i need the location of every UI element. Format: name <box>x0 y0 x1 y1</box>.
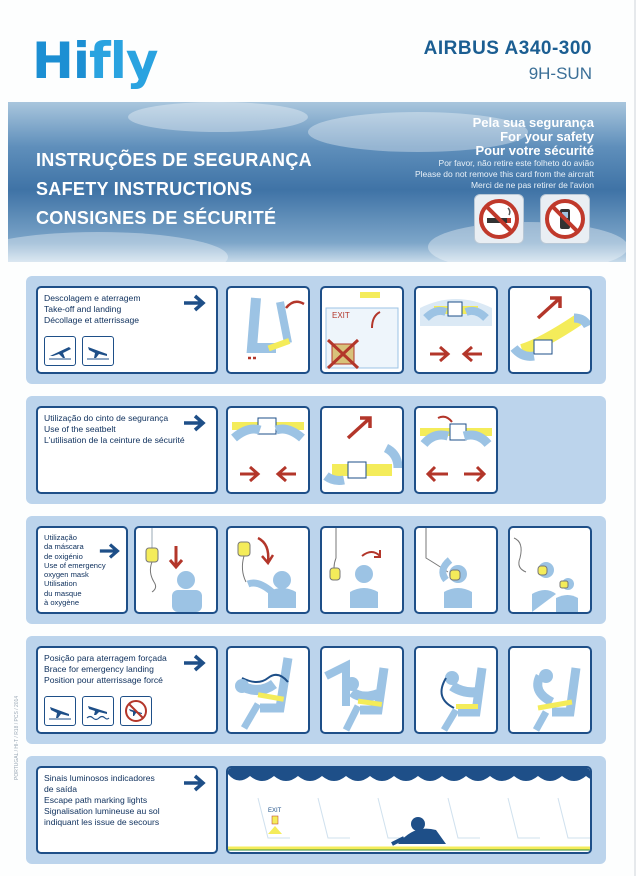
panel-brace-4 <box>508 646 592 734</box>
brace-line-en: Brace for emergency landing <box>44 664 154 674</box>
oxygen-line-5: oxygen mask <box>44 570 89 580</box>
notice-pt: Por favor, não retire este folheto do avião <box>438 158 594 168</box>
panel-mask-child <box>508 526 592 614</box>
section-takeoff-landing <box>26 276 606 384</box>
brace-line-pt: Posição para aterragem forçada <box>44 653 167 663</box>
aircraft-registration: 9H-SUN <box>528 64 592 83</box>
section-seatbelt <box>26 396 606 504</box>
section-oxygen-mask <box>26 516 606 624</box>
escape-line-1: Sinais luminosos indicadores <box>44 773 155 783</box>
notice-fr: Merci de ne pas retirer de l'avion <box>470 180 594 190</box>
panel-belt-open <box>320 406 404 494</box>
seatbelt-line-fr: L'utilisation de la ceinture de sécurité <box>44 435 185 445</box>
landing-on-land-icon <box>44 696 76 726</box>
prohibition-signs <box>474 194 590 244</box>
panel-belt-fasten <box>226 406 310 494</box>
oxygen-line-4: Use of emergency <box>44 560 106 570</box>
safety-fr: Pour votre sécurité <box>475 143 594 158</box>
brace-info <box>36 646 218 734</box>
arrow-right-icon <box>182 654 208 672</box>
landing-plane-icon <box>82 336 114 366</box>
seatbelt-info <box>36 406 218 494</box>
no-emergency-landing-icon <box>120 696 152 726</box>
safety-pt: Pela sua segurança <box>472 115 594 130</box>
no-smoking-icon <box>474 194 524 244</box>
panel-mask-drop <box>134 526 218 614</box>
title-fr: CONSIGNES DE SÉCURITÉ <box>36 208 277 228</box>
oxygen-line-2: da máscara <box>44 542 84 552</box>
panel-release-belt <box>508 286 592 374</box>
notice-en: Please do not remove this card from the aircraft <box>414 169 594 179</box>
panel-brace-1 <box>226 646 310 734</box>
arrow-right-icon <box>182 414 208 432</box>
panel-exit-clear <box>320 286 404 374</box>
escape-path-info <box>36 766 218 854</box>
takeoff-line-en: Take-off and landing <box>44 304 122 314</box>
arrow-right-icon <box>182 294 208 312</box>
brace-line-fr: Position pour atterrissage forcé <box>44 675 163 685</box>
oxygen-line-7: du masque <box>44 588 82 598</box>
title-en: SAFETY INSTRUCTIONS <box>36 179 253 199</box>
oxygen-mask-info <box>36 526 128 614</box>
aircraft-info <box>424 38 592 84</box>
section-brace-position <box>26 636 606 744</box>
arrow-right-icon <box>98 542 122 560</box>
escape-line-4: Signalisation lumineuse au sol <box>44 806 160 816</box>
panel-mask-pull <box>226 526 310 614</box>
seatbelt-line-en: Use of the seatbelt <box>44 424 116 434</box>
seatbelt-line-pt: Utilização do cinto de segurança <box>44 413 169 423</box>
escape-line-2: de saída <box>44 784 77 794</box>
no-mobile-phone-icon <box>540 194 590 244</box>
takeoff-landing-info <box>36 286 218 374</box>
escape-line-3: Escape path marking lights <box>44 795 148 805</box>
panel-belt-adjust <box>414 406 498 494</box>
panel-seat-upright <box>226 286 310 374</box>
escape-line-5: indiquant les issue de secours <box>44 817 160 827</box>
exit-sign-text: EXIT <box>268 808 282 814</box>
panel-brace-3 <box>414 646 498 734</box>
panel-escape-path-lights <box>226 766 592 854</box>
takeoff-line-pt: Descolagem e aterragem <box>44 293 141 303</box>
landing-on-water-icon <box>82 696 114 726</box>
aircraft-model: AIRBUS A340-300 <box>423 38 592 59</box>
section-escape-path <box>26 756 606 864</box>
panel-mask-place <box>320 526 404 614</box>
panel-brace-2 <box>320 646 404 734</box>
panel-mask-on <box>414 526 498 614</box>
oxygen-line-1: Utilização <box>44 533 77 542</box>
safety-en: For your safety <box>500 129 594 144</box>
hifly-logo: Hifly <box>32 32 158 90</box>
title-pt: INSTRUÇÕES DE SEGURANÇA <box>36 150 312 170</box>
takeoff-plane-icon <box>44 336 76 366</box>
oxygen-line-6: Utilisation <box>44 579 77 589</box>
oxygen-line-8: à oxygène <box>44 598 80 608</box>
safety-notice <box>415 116 594 191</box>
exit-text: EXIT <box>332 311 350 320</box>
title-banner <box>8 102 626 262</box>
panel-fasten-belt <box>414 286 498 374</box>
side-print-code: PORTUGAL / HI-T / R18 / PCS / 2014 <box>14 695 20 780</box>
oxygen-line-3: de oxigénio <box>44 551 83 561</box>
takeoff-line-fr: Décollage et atterrissage <box>44 315 140 325</box>
arrow-right-icon <box>182 774 208 792</box>
banner-title <box>36 146 312 233</box>
